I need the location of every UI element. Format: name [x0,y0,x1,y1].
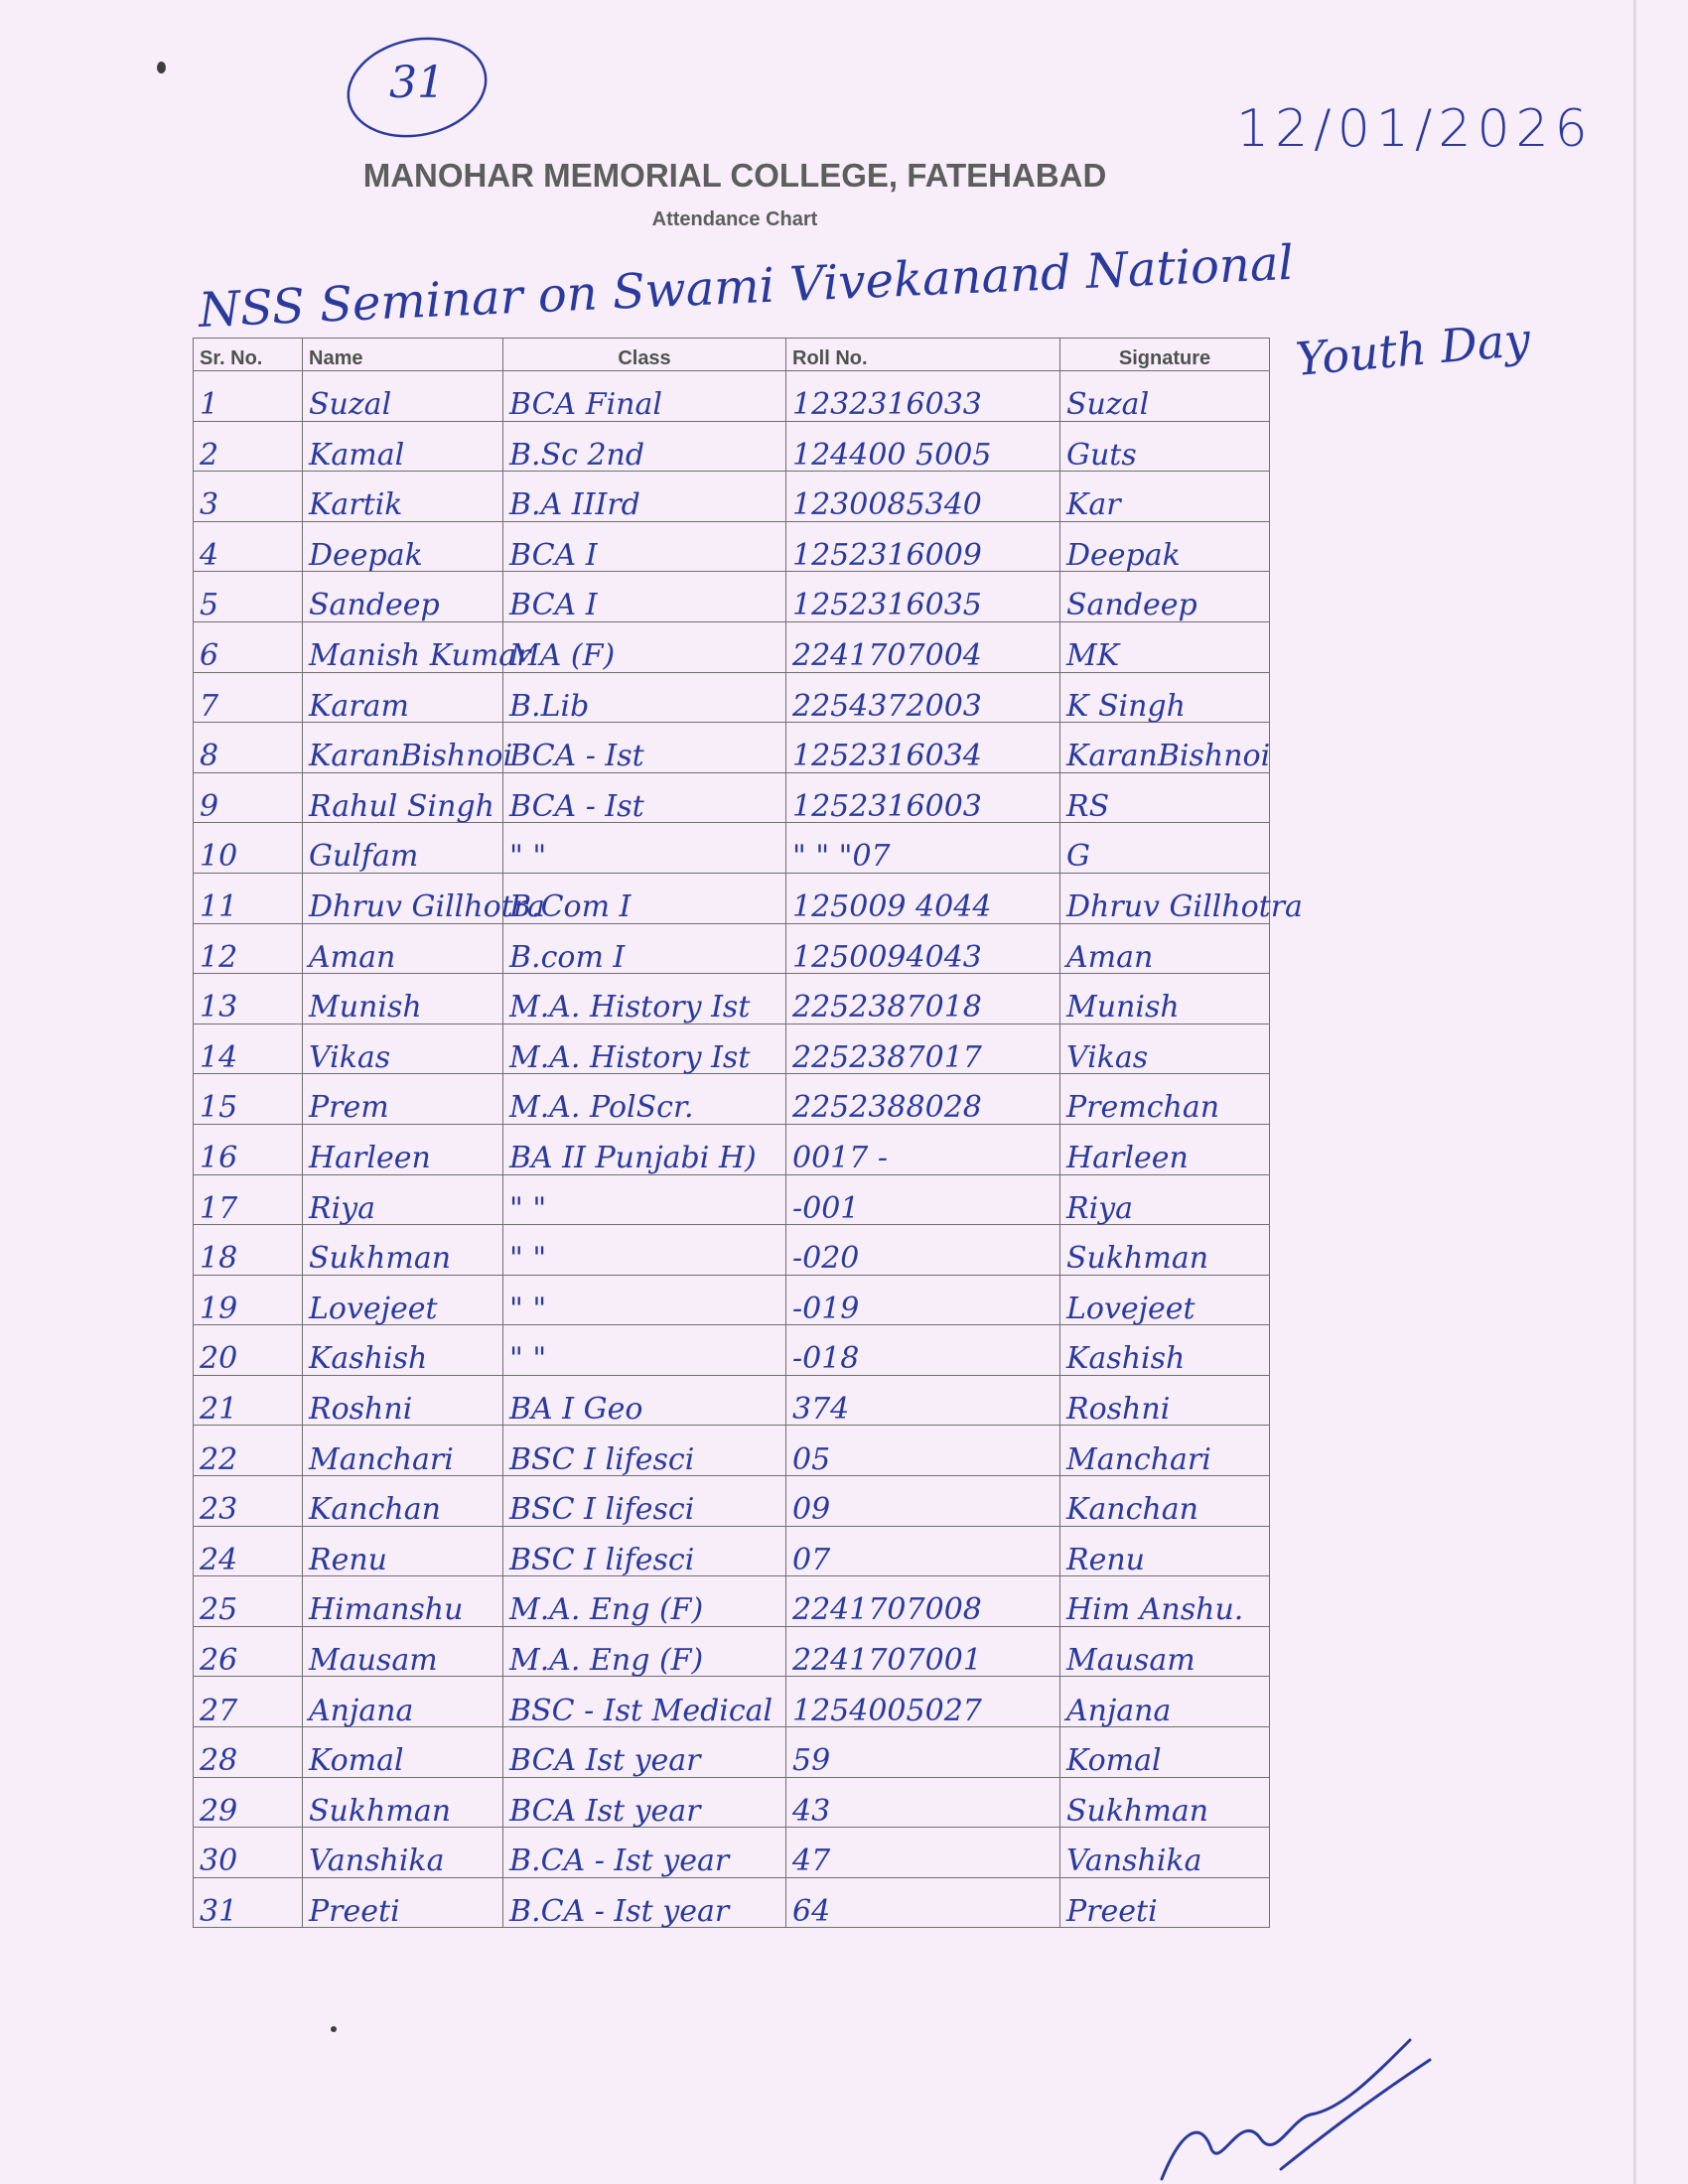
name-cell: Himanshu [303,1576,503,1627]
sr-no-cell: 19 [194,1275,303,1325]
signature-cell: Dhruv Gillhotra [1060,873,1270,923]
name-cell: Kartik [303,472,503,522]
table-row [194,1426,1270,1476]
table-row [194,1325,1270,1376]
sr-no-cell: 3 [194,472,303,522]
class-cell: " " [503,1174,786,1225]
name-cell: Anjana [303,1677,503,1727]
sr-no-cell: 2 [194,421,303,472]
signature-cell: MK [1060,621,1270,672]
page-number-mark [328,20,506,149]
sr-no-cell: 23 [194,1476,303,1527]
name-cell: Kamal [303,421,503,472]
class-cell: BCA Ist year [503,1777,786,1828]
roll-no-cell: 2252387018 [786,974,1060,1024]
table-row [194,723,1270,773]
sr-no-cell: 9 [194,772,303,823]
name-cell: Vanshika [303,1828,503,1878]
name-cell: Manchari [303,1426,503,1476]
roll-no-cell: -019 [786,1275,1060,1325]
sr-no-cell: 24 [194,1526,303,1576]
table-row [194,1777,1270,1828]
roll-no-cell: 1252316034 [786,723,1060,773]
signature-cell: Harleen [1060,1124,1270,1174]
class-cell: " " [503,1325,786,1376]
class-cell: M.A. History Ist [503,974,786,1024]
class-cell: M.A. PolScr. [503,1074,786,1125]
sr-no-cell: 1 [194,371,303,422]
class-cell: B.Lib [503,672,786,723]
sr-no-cell: 15 [194,1074,303,1125]
roll-no-cell: 125009 4044 [786,873,1060,923]
class-cell: MA (F) [503,621,786,672]
column-header-sr-no: Sr. No. [194,339,303,371]
table-row [194,1626,1270,1677]
sr-no-cell: 16 [194,1124,303,1174]
table-row [194,1275,1270,1325]
roll-no-cell: 2241707008 [786,1576,1060,1627]
name-cell: Karam [303,672,503,723]
table-row [194,1024,1270,1074]
roll-no-cell: 2252388028 [786,1074,1060,1125]
roll-no-cell: 1232316033 [786,371,1060,422]
table-row [194,974,1270,1024]
sr-no-cell: 30 [194,1828,303,1878]
class-cell: BSC I lifesci [503,1426,786,1476]
signature-cell: Vanshika [1060,1828,1270,1878]
name-cell: Gulfam [303,823,503,874]
signature-cell: Anjana [1060,1677,1270,1727]
signature-cell: Roshni [1060,1375,1270,1426]
name-cell: Mausam [303,1626,503,1677]
sr-no-cell: 11 [194,873,303,923]
roll-no-cell: 1254005027 [786,1677,1060,1727]
roll-no-cell: -018 [786,1325,1060,1376]
name-cell: Rahul Singh [303,772,503,823]
signature-cell: Suzal [1060,371,1270,422]
sr-no-cell: 14 [194,1024,303,1074]
column-header-roll-no: Roll No. [786,339,1060,371]
signature-cell: RS [1060,772,1270,823]
name-cell: Dhruv Gillhotra [303,873,503,923]
signature-cell: Renu [1060,1526,1270,1576]
class-cell: M.A. Eng (F) [503,1576,786,1627]
name-cell: Kanchan [303,1476,503,1527]
ink-dot [157,62,166,73]
roll-no-cell: 2241707001 [786,1626,1060,1677]
table-row [194,772,1270,823]
table-row [194,421,1270,472]
sr-no-cell: 21 [194,1375,303,1426]
roll-no-cell: 07 [786,1526,1060,1576]
roll-no-cell: 1252316009 [786,521,1060,572]
signature-cell: Komal [1060,1727,1270,1778]
column-header-name: Name [303,339,503,371]
class-cell: BSC I lifesci [503,1476,786,1527]
table-row [194,1074,1270,1125]
table-row [194,521,1270,572]
table-row [194,1877,1270,1928]
signature-cell: Sandeep [1060,572,1270,622]
class-cell: BCA I [503,572,786,622]
table-row [194,1576,1270,1627]
table-row [194,823,1270,874]
class-cell: M.A. History Ist [503,1024,786,1074]
name-cell: KaranBishnoi [303,723,503,773]
name-cell: Komal [303,1727,503,1778]
name-cell: Aman [303,923,503,974]
table-row [194,1727,1270,1778]
page-number: 31 [389,58,445,108]
table-row [194,1677,1270,1727]
attendance-table [193,338,1303,1929]
sr-no-cell: 4 [194,521,303,572]
signature-cell: Riya [1060,1174,1270,1225]
roll-no-cell: " " "07 [786,823,1060,874]
name-cell: Renu [303,1526,503,1576]
class-cell: B.CA - Ist year [503,1877,786,1928]
name-cell: Sukhman [303,1777,503,1828]
roll-no-cell: 59 [786,1727,1060,1778]
table-row [194,1225,1270,1276]
class-cell: " " [503,1275,786,1325]
signature-cell: K Singh [1060,672,1270,723]
signature-cell: Aman [1060,923,1270,974]
table-row [194,1526,1270,1576]
class-cell: B.com I [503,923,786,974]
signature-cell: KaranBishnoi [1060,723,1270,773]
roll-no-cell: 1252316003 [786,772,1060,823]
class-cell: BCA - Ist [503,772,786,823]
class-cell: B.Sc 2nd [503,421,786,472]
roll-no-cell: 47 [786,1828,1060,1878]
event-title-line1: NSS Seminar on Swami Vivekanand National [197,234,1295,339]
class-cell: BSC I lifesci [503,1526,786,1576]
column-header-signature: Signature [1060,339,1270,371]
sr-no-cell: 13 [194,974,303,1024]
name-cell: Preeti [303,1877,503,1928]
class-cell: BCA Ist year [503,1727,786,1778]
class-cell: BA II Punjabi H) [503,1124,786,1174]
name-cell: Harleen [303,1124,503,1174]
handwritten-date: 12/01/2026 [1236,99,1594,159]
roll-no-cell: 124400 5005 [786,421,1060,472]
class-cell: BA I Geo [503,1375,786,1426]
signature-cell: Sukhman [1060,1777,1270,1828]
sr-no-cell: 29 [194,1777,303,1828]
name-cell: Kashish [303,1325,503,1376]
sr-no-cell: 17 [194,1174,303,1225]
signature-cell: Him Anshu. [1060,1576,1270,1627]
sr-no-cell: 27 [194,1677,303,1727]
name-cell: Sukhman [303,1225,503,1276]
table-body [194,371,1303,1929]
roll-no-cell: 43 [786,1777,1060,1828]
table-row [194,621,1270,672]
signature-cell: G [1060,823,1270,874]
signature-cell: Manchari [1060,1426,1270,1476]
roll-no-cell: -020 [786,1225,1060,1276]
name-cell: Suzal [303,371,503,422]
table-row [194,923,1270,974]
roll-no-cell: 1252316035 [786,572,1060,622]
table-row [194,572,1270,622]
sr-no-cell: 5 [194,572,303,622]
roll-no-cell: 2254372003 [786,672,1060,723]
signature-cell: Vikas [1060,1024,1270,1074]
roll-no-cell: 1230085340 [786,472,1060,522]
sr-no-cell: 8 [194,723,303,773]
signature-cell: Sukhman [1060,1225,1270,1276]
roll-no-cell: 64 [786,1877,1060,1928]
class-cell: BCA - Ist [503,723,786,773]
class-cell: BCA I [503,521,786,572]
page-edge [1633,0,1636,2184]
authority-signature [1142,2020,1440,2184]
sr-no-cell: 18 [194,1225,303,1276]
table-row [194,1828,1270,1878]
roll-no-cell: 05 [786,1426,1060,1476]
table-row [194,1124,1270,1174]
table-header [194,339,1270,371]
table-row [194,371,1270,422]
signature-cell: Kar [1060,472,1270,522]
sr-no-cell: 6 [194,621,303,672]
sr-no-cell: 28 [194,1727,303,1778]
name-cell: Prem [303,1074,503,1125]
table-row [194,873,1270,923]
class-cell: B.Com I [503,873,786,923]
signature-cell: Kanchan [1060,1476,1270,1527]
class-cell: B.A IIIrd [503,472,786,522]
signature-cell: Mausam [1060,1626,1270,1677]
signature-cell: Munish [1060,974,1270,1024]
sr-no-cell: 10 [194,823,303,874]
ink-dot [331,2026,337,2032]
table-row [194,1174,1270,1225]
class-cell: B.CA - Ist year [503,1828,786,1878]
name-cell: Manish Kumar [303,621,503,672]
class-cell: M.A. Eng (F) [503,1626,786,1677]
name-cell: Riya [303,1174,503,1225]
sr-no-cell: 20 [194,1325,303,1376]
name-cell: Lovejeet [303,1275,503,1325]
sr-no-cell: 25 [194,1576,303,1627]
signature-cell: Premchan [1060,1074,1270,1125]
signature-cell: Kashish [1060,1325,1270,1376]
signature-cell: Guts [1060,421,1270,472]
name-cell: Sandeep [303,572,503,622]
class-cell: BSC - Ist Medical [503,1677,786,1727]
column-header-class: Class [503,339,786,371]
name-cell: Roshni [303,1375,503,1426]
name-cell: Deepak [303,521,503,572]
sr-no-cell: 12 [194,923,303,974]
table-row [194,1375,1270,1426]
chart-subtitle: Attendance Chart [651,208,818,230]
name-cell: Munish [303,974,503,1024]
roll-no-cell: 2241707004 [786,621,1060,672]
sr-no-cell: 31 [194,1877,303,1928]
college-name: MANOHAR MEMORIAL COLLEGE, FATEHABAD [362,157,1107,194]
signature-cell: Lovejeet [1060,1275,1270,1325]
roll-no-cell: 0017 - [786,1124,1060,1174]
sr-no-cell: 22 [194,1426,303,1476]
table-row [194,1476,1270,1527]
class-cell: BCA Final [503,371,786,422]
roll-no-cell: 374 [786,1375,1060,1426]
roll-no-cell: -001 [786,1174,1060,1225]
roll-no-cell: 09 [786,1476,1060,1527]
class-cell: " " [503,823,786,874]
class-cell: " " [503,1225,786,1276]
sr-no-cell: 26 [194,1626,303,1677]
roll-no-cell: 2252387017 [786,1024,1060,1074]
event-title-line2: Youth Day [1293,312,1533,386]
table-row [194,472,1270,522]
table-row [194,672,1270,723]
roll-no-cell: 1250094043 [786,923,1060,974]
sr-no-cell: 7 [194,672,303,723]
signature-cell: Preeti [1060,1877,1270,1928]
name-cell: Vikas [303,1024,503,1074]
signature-cell: Deepak [1060,521,1270,572]
